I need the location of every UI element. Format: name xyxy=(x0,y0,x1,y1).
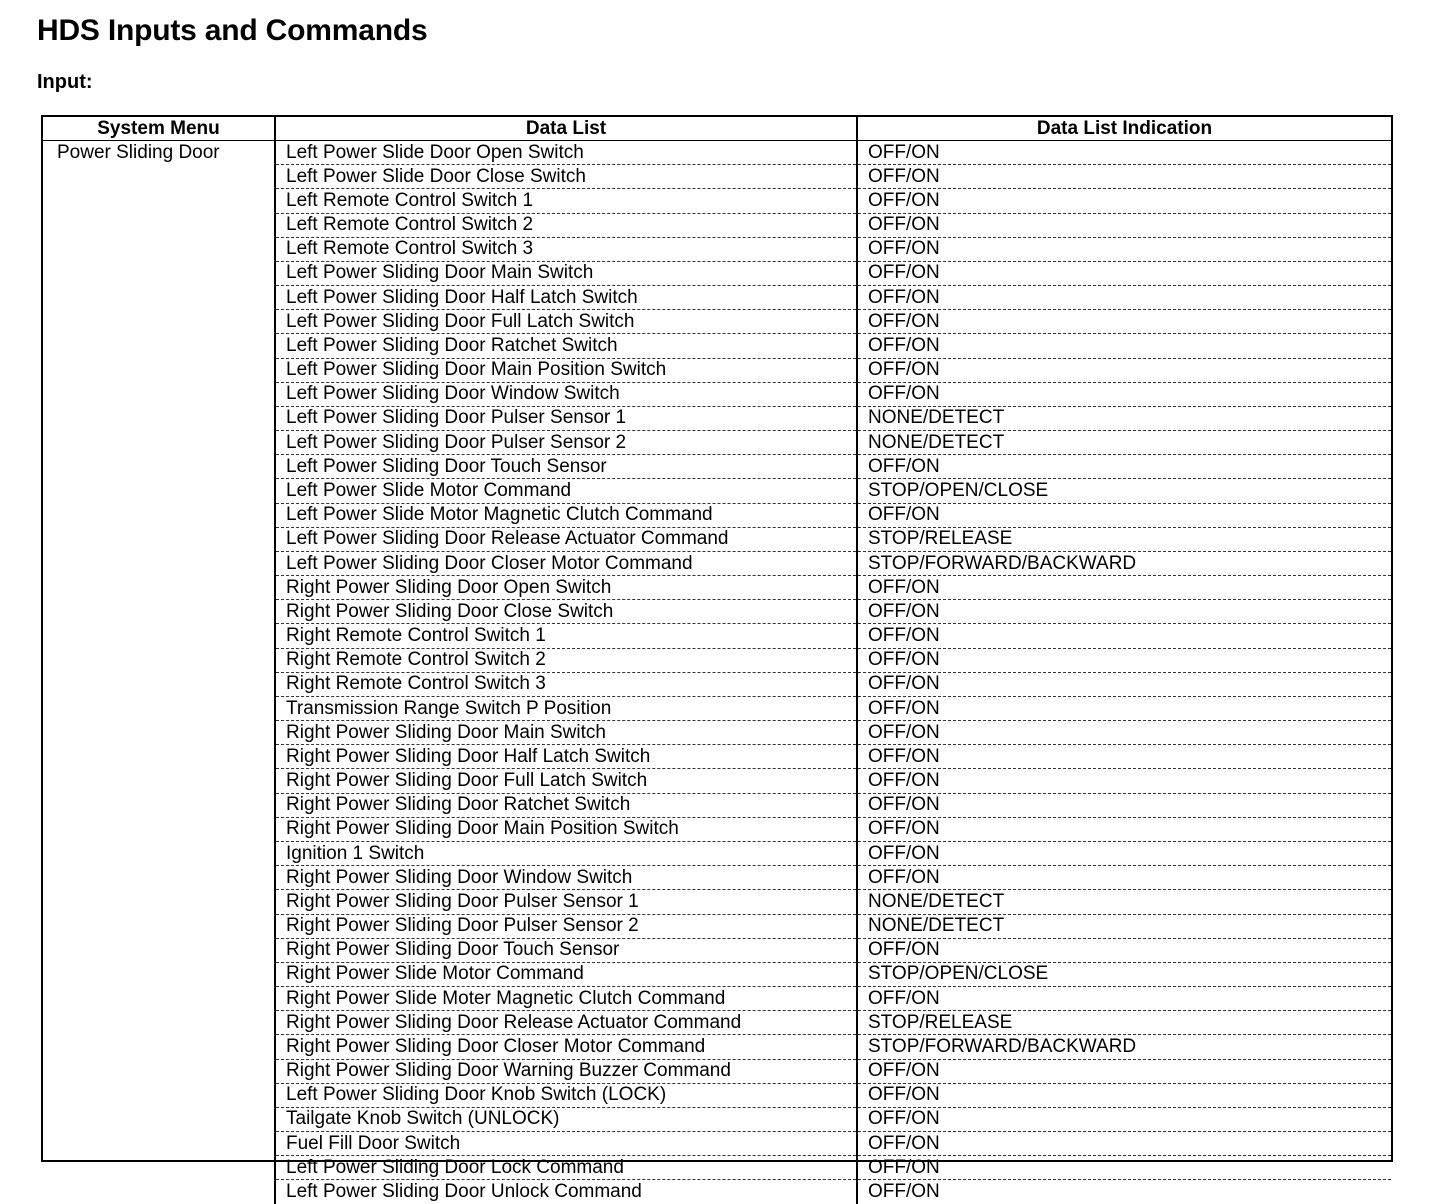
indication-cell: OFF/ON xyxy=(857,503,1391,527)
header-data-list-indication: Data List Indication xyxy=(857,117,1391,141)
data-list-cell: Left Power Sliding Door Unlock Command xyxy=(275,1180,857,1204)
data-list-cell: Left Power Slide Door Open Switch xyxy=(275,141,857,165)
indication-cell: OFF/ON xyxy=(857,600,1391,624)
indication-cell: OFF/ON xyxy=(857,841,1391,865)
data-list-cell: Ignition 1 Switch xyxy=(275,841,857,865)
indication-cell: NONE/DETECT xyxy=(857,890,1391,914)
data-table-container xyxy=(41,115,1393,1202)
indication-cell: OFF/ON xyxy=(857,1156,1391,1180)
data-list-cell: Right Power Sliding Door Pulser Sensor 1 xyxy=(275,890,857,914)
indication-cell: OFF/ON xyxy=(857,1059,1391,1083)
data-list-cell: Right Remote Control Switch 2 xyxy=(275,648,857,672)
indication-cell: STOP/OPEN/CLOSE xyxy=(857,962,1391,986)
indication-cell: OFF/ON xyxy=(857,817,1391,841)
data-list-cell: Right Power Sliding Door Warning Buzzer Command xyxy=(275,1059,857,1083)
data-list-cell: Left Remote Control Switch 3 xyxy=(275,237,857,261)
indication-cell: NONE/DETECT xyxy=(857,406,1391,430)
data-list-cell: Right Power Sliding Door Half Latch Switch xyxy=(275,745,857,769)
data-list-cell: Transmission Range Switch P Position xyxy=(275,696,857,720)
data-list-cell: Right Remote Control Switch 1 xyxy=(275,624,857,648)
data-list-cell: Left Power Sliding Door Half Latch Switch xyxy=(275,286,857,310)
indication-cell: OFF/ON xyxy=(857,1083,1391,1107)
indication-cell: OFF/ON xyxy=(857,310,1391,334)
indication-cell: STOP/RELEASE xyxy=(857,527,1391,551)
table-body xyxy=(43,141,1391,1204)
data-list-cell: Left Power Slide Door Close Switch xyxy=(275,165,857,189)
data-list-cell: Left Power Sliding Door Lock Command xyxy=(275,1156,857,1180)
indication-cell: OFF/ON xyxy=(857,165,1391,189)
data-list-cell: Left Power Sliding Door Full Latch Switch xyxy=(275,310,857,334)
data-list-cell: Left Power Sliding Door Main Position Switch xyxy=(275,358,857,382)
data-list-cell: Right Power Sliding Door Open Switch xyxy=(275,576,857,600)
indication-cell: OFF/ON xyxy=(857,987,1391,1011)
indication-cell: OFF/ON xyxy=(857,213,1391,237)
indication-cell: OFF/ON xyxy=(857,576,1391,600)
section-label: Input: xyxy=(37,71,93,93)
data-list-cell: Left Power Sliding Door Pulser Sensor 2 xyxy=(275,431,857,455)
data-list-cell: Right Power Sliding Door Touch Sensor xyxy=(275,938,857,962)
table-header-row xyxy=(43,117,1391,141)
indication-cell: OFF/ON xyxy=(857,286,1391,310)
data-list-cell: Right Power Sliding Door Close Switch xyxy=(275,600,857,624)
data-list-cell: Right Remote Control Switch 3 xyxy=(275,672,857,696)
indication-cell: OFF/ON xyxy=(857,1107,1391,1131)
indication-cell: NONE/DETECT xyxy=(857,914,1391,938)
data-list-cell: Right Power Slide Moter Magnetic Clutch Command xyxy=(275,987,857,1011)
indication-cell: OFF/ON xyxy=(857,382,1391,406)
indication-cell: OFF/ON xyxy=(857,866,1391,890)
data-list-cell: Left Power Sliding Door Knob Switch (LOCK) xyxy=(275,1083,857,1107)
data-list-cell: Right Power Sliding Door Closer Motor Command xyxy=(275,1035,857,1059)
data-list-cell: Left Remote Control Switch 2 xyxy=(275,213,857,237)
system-menu-cell: Power Sliding Door xyxy=(43,141,275,1204)
indication-cell: OFF/ON xyxy=(857,696,1391,720)
page-title: HDS Inputs and Commands xyxy=(37,14,428,47)
indication-cell: STOP/OPEN/CLOSE xyxy=(857,479,1391,503)
data-list-cell: Right Power Sliding Door Window Switch xyxy=(275,866,857,890)
data-list-cell: Fuel Fill Door Switch xyxy=(275,1132,857,1156)
data-list-cell: Left Power Slide Motor Command xyxy=(275,479,857,503)
data-list-cell: Left Power Sliding Door Main Switch xyxy=(275,261,857,285)
indication-cell: OFF/ON xyxy=(857,237,1391,261)
indication-cell: OFF/ON xyxy=(857,648,1391,672)
indication-cell: STOP/FORWARD/BACKWARD xyxy=(857,551,1391,575)
indication-cell: OFF/ON xyxy=(857,358,1391,382)
indication-cell: OFF/ON xyxy=(857,261,1391,285)
data-list-cell: Left Power Sliding Door Ratchet Switch xyxy=(275,334,857,358)
data-list-cell: Left Power Sliding Door Release Actuator Command xyxy=(275,527,857,551)
indication-cell: STOP/RELEASE xyxy=(857,1011,1391,1035)
data-list-cell: Left Power Sliding Door Closer Motor Command xyxy=(275,551,857,575)
indication-cell: OFF/ON xyxy=(857,769,1391,793)
data-list-cell: Left Power Slide Motor Magnetic Clutch Command xyxy=(275,503,857,527)
indication-cell: NONE/DETECT xyxy=(857,431,1391,455)
data-list-cell: Right Power Sliding Door Main Position Switch xyxy=(275,817,857,841)
indication-cell: OFF/ON xyxy=(868,1180,940,1202)
indication-cell: OFF/ON xyxy=(857,334,1391,358)
data-list-cell: Right Power Sliding Door Release Actuator Command xyxy=(275,1011,857,1035)
indication-cell: OFF/ON xyxy=(857,938,1391,962)
indication-cell: OFF/ON xyxy=(857,672,1391,696)
header-system-menu: System Menu xyxy=(43,117,275,141)
data-list-cell: Right Power Sliding Door Full Latch Switch xyxy=(275,769,857,793)
indication-cell: OFF/ON xyxy=(857,624,1391,648)
table-row xyxy=(43,141,1391,165)
indication-cell: OFF/ON xyxy=(857,455,1391,479)
data-list-cell: Left Power Sliding Door Pulser Sensor 1 xyxy=(275,406,857,430)
data-list-table xyxy=(43,117,1391,1204)
indication-cell: OFF/ON xyxy=(857,141,1391,165)
header-data-list: Data List xyxy=(275,117,857,141)
indication-cell: STOP/FORWARD/BACKWARD xyxy=(857,1035,1391,1059)
indication-cell: OFF/ON xyxy=(857,745,1391,769)
data-list-cell: Tailgate Knob Switch (UNLOCK) xyxy=(275,1107,857,1131)
data-list-cell: Left Power Sliding Door Touch Sensor xyxy=(275,455,857,479)
data-list-cell: Left Power Sliding Door Window Switch xyxy=(275,382,857,406)
indication-cell: OFF/ON xyxy=(857,793,1391,817)
indication-cell: OFF/ON xyxy=(857,189,1391,213)
indication-cell: OFF/ON xyxy=(857,1132,1391,1156)
data-list-cell: Right Power Sliding Door Main Switch xyxy=(275,721,857,745)
data-list-cell: Left Remote Control Switch 1 xyxy=(275,189,857,213)
data-list-cell: Right Power Slide Motor Command xyxy=(275,962,857,986)
indication-cell: OFF/ON xyxy=(857,721,1391,745)
data-list-cell: Right Power Sliding Door Pulser Sensor 2 xyxy=(275,914,857,938)
data-list-cell: Right Power Sliding Door Ratchet Switch xyxy=(275,793,857,817)
